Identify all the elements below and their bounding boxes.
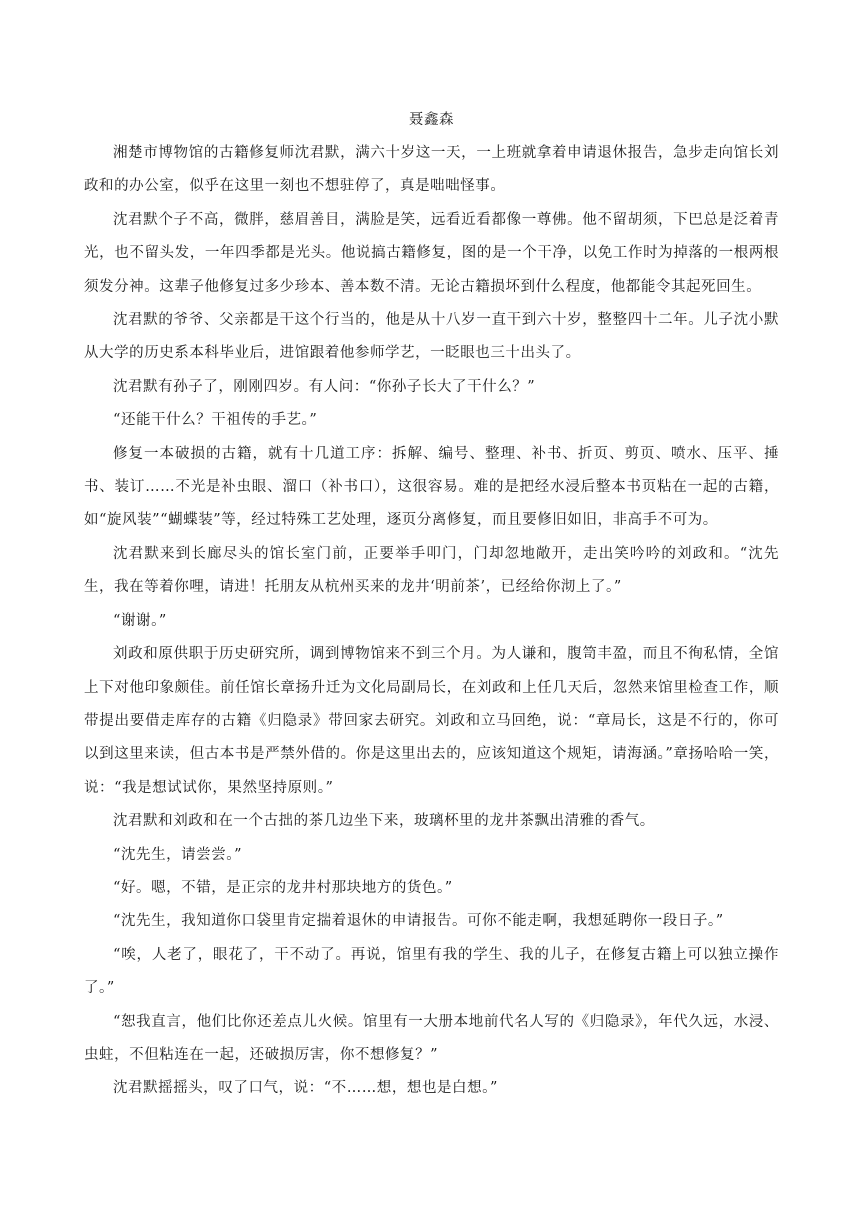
paragraph: 湘楚市博物馆的古籍修复师沈君默，满六十岁这一天，一上班就拿着申请退休报告，急步走向馆长刘政和的办公室，似乎在这里一刻也不想驻停了，真是咄咄怪事。 [84, 145, 779, 195]
paragraph: 沈君默有孙子了，刚刚四岁。有人问：“你孙子长大了干什么？” [113, 378, 536, 395]
paragraph: 修复一本破损的古籍，就有十几道工序：拆解、编号、整理、补书、折页、剪页、喷水、压平、捶书、装订……不光是补虫眼、溜口（补书口），这很容易。难的是把经水浸后整本书页粘在一起的古籍，如“旋风装”“蝴蝶装”等，经过特殊工艺处理，逐页分离修复，而且要修旧如旧，非高手不可为。 [84, 445, 779, 529]
paragraph: 沈君默来到长廊尽头的馆长室门前，正要举手叩门，门却忽地敞开，走出笑吟吟的刘政和。“沈先生，我在等着你哩，请进！托朋友从杭州买来的龙井‘明前茶’，已经给你沏上了。” [84, 545, 779, 596]
paragraph: “谢谢。” [113, 612, 167, 629]
paragraph: 沈君默的爷爷、父亲都是干这个行当的，他是从十八岁一直干到六十岁，整整四十二年。儿子沈小默从大学的历史系本科毕业后，进馆跟着他参师学艺，一眨眼也三十出头了。 [84, 312, 779, 362]
paragraph: “恕我直言，他们比你还差点儿火候。馆里有一大册本地前代名人写的《归隐录》，年代久远，水浸、虫蛀，不但粘连在一起，还破损厉害，你不想修复？” [84, 1013, 779, 1063]
paragraph: 沈君默摇摇头，叹了口气，说：“不……想，想也是白想。” [113, 1080, 498, 1097]
paragraph: “还能干什么？干祖传的手艺。” [113, 412, 318, 429]
paragraph: “沈先生，请尝尝。” [113, 846, 243, 863]
paragraph: “唉，人老了，眼花了，干不动了。再说，馆里有我的学生、我的儿子，在修复古籍上可以独立操作了。” [84, 946, 779, 997]
paragraph: 沈君默和刘政和在一个古拙的茶几边坐下来，玻璃杯里的龙井茶飘出清雅的香气。 [113, 813, 655, 830]
author-name: 聂鑫森 [408, 112, 455, 128]
paragraph: “好。嗯，不错，是正宗的龙井村那块地方的货色。” [113, 879, 453, 896]
paragraph: 刘政和原供职于历史研究所，调到博物馆来不到三个月。为人谦和，腹笥丰盈，而且不徇私情，全馆上下对他印象颇佳。前任馆长章扬升迁为文化局副局长，在刘政和上任几天后，忽然来馆里检查工作，顺带提出要借走库存的古籍《归隐录》带回家去研究。刘政和立马回绝，说：“章局长，这是不行的，你可以到这里来读，但古本书是严禁外借的。你是这里出去的，应该知道这个规矩，请海涵。”章扬哈哈一笑，说：“我是想试试你，果然坚持原则。” [84, 646, 779, 796]
paragraph: “沈先生，我知道你口袋里肯定揣着退休的申请报告。可你不能走啊，我想延聘你一段日子。” [113, 913, 724, 930]
paragraph: 沈君默个子不高，微胖，慈眉善目，满脸是笑，远看近看都像一尊佛。他不留胡须，下巴总是泛着青光，也不留头发，一年四季都是光头。他说搞古籍修复，图的是一个干净，以免工作时为掉落的一根两根须发分神。这辈子他修复过多少珍本、善本数不清。无论古籍损坏到什么程度，他都能令其起死回生。 [84, 211, 779, 295]
